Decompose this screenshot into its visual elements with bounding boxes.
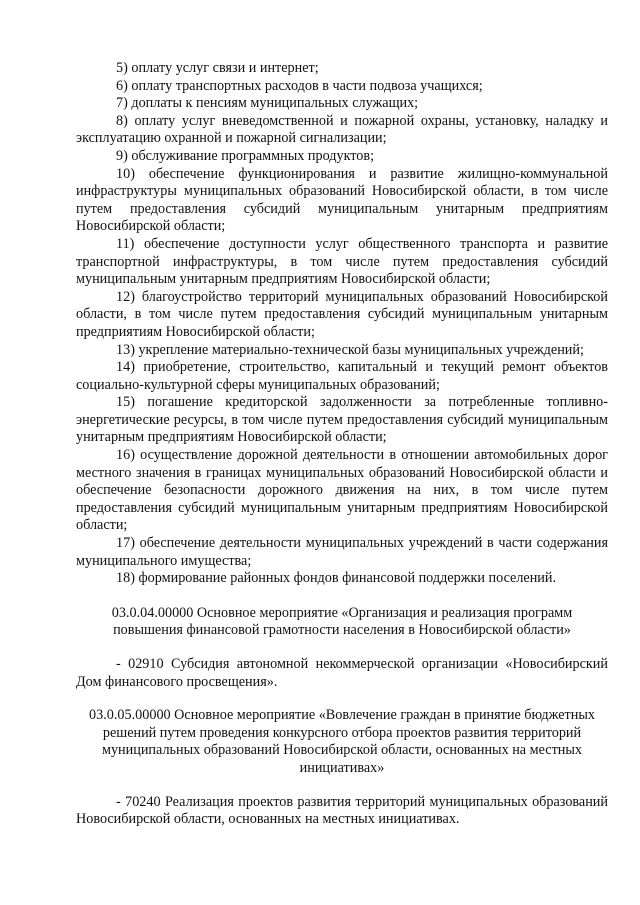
list-item-11: 11) обеспечение доступности услуг общественного транспорта и развитие транспортной инфраструктуры, в том числе путем предоставления субсидий муниципальным унитарным предприятиям Новосибирской области; — [76, 235, 608, 288]
list-item-18: 18) формирование районных фондов финансовой поддержки поселений. — [116, 570, 557, 587]
list-item-5: 5) оплату услуг связи и интернет; — [116, 60, 319, 76]
spacer — [76, 691, 608, 707]
spacer — [76, 778, 608, 794]
document-page — [76, 60, 608, 829]
list-item-14: 14) приобретение, строительство, капитальный и текущий ремонт объектов социально-культурной сферы муниципальных образований; — [76, 359, 608, 393]
section-heading-03-0-04: 03.0.04.00000 Основное мероприятие «Организация и реализация программ повышения финансовой грамотности населения в Новосибирской области» — [111, 604, 573, 639]
list-item-17: 17) обеспечение деятельности муниципальных учреждений в части содержания муниципального имущества; — [76, 535, 608, 569]
section-heading-03-0-05: 03.0.05.00000 Основное мероприятие «Вовлечение граждан в принятие бюджетных решений путем проведения конкурсного отбора проектов развития территорий муниципальных образований Новосибирской области, основанных на местных инициативах» — [89, 707, 595, 776]
list-item-8: 8) оплату услуг вневедомственной и пожарной охраны, установку, наладку и эксплуатацию охранной и пожарной сигнализации; — [76, 112, 608, 147]
list-item-13: 13) укрепление материально-технической базы муниципальных учреждений; — [116, 341, 584, 358]
list-item-12: 12) благоустройство территорий муниципальных образований Новосибирской области, в том числе путем предоставления субсидий муниципальным унитарным предприятиям Новосибирской области; — [76, 288, 608, 340]
list-item-10: 10) обеспечение функционирования и развитие жилищно-коммунальной инфраструктуры муниципальных образований Новосибирской области, в том числе путем предоставления субсидий муниципальным унитарным предприятиям Новосибирской области; — [76, 165, 608, 235]
list-item-15: 15) погашение кредиторской задолженности за потребленные топливно-энергетические ресурсы, в том числе путем предоставления субсидий муниципальным унитарным предприятиям Новосибирской области; — [76, 394, 608, 446]
spacer — [76, 640, 608, 656]
spacer — [76, 588, 608, 605]
list-item-6: 6) оплату транспортных расходов в части подвоза учащихся; — [116, 77, 483, 94]
section-item-02910: - 02910 Субсидия автономной некоммерческой организации «Новосибирский Дом финансового просвещения». — [76, 656, 608, 690]
list-item-9: 9) обслуживание программных продуктов; — [116, 147, 375, 164]
section-item-70240: - 70240 Реализация проектов развития территорий муниципальных образований Новосибирской области, основанных на местных инициативах. — [76, 793, 608, 828]
list-item-7: 7) доплаты к пенсиям муниципальных служащих; — [116, 95, 419, 112]
list-item-16: 16) осуществление дорожной деятельности в отношении автомобильных дорог местного значения в границах муниципальных образований Новосибирской области и обеспечение безопасности дорожного движения на них, в том числе путем предоставления субсидий муниципальным унитарным предприятиям Новосибирской области; — [76, 447, 608, 534]
